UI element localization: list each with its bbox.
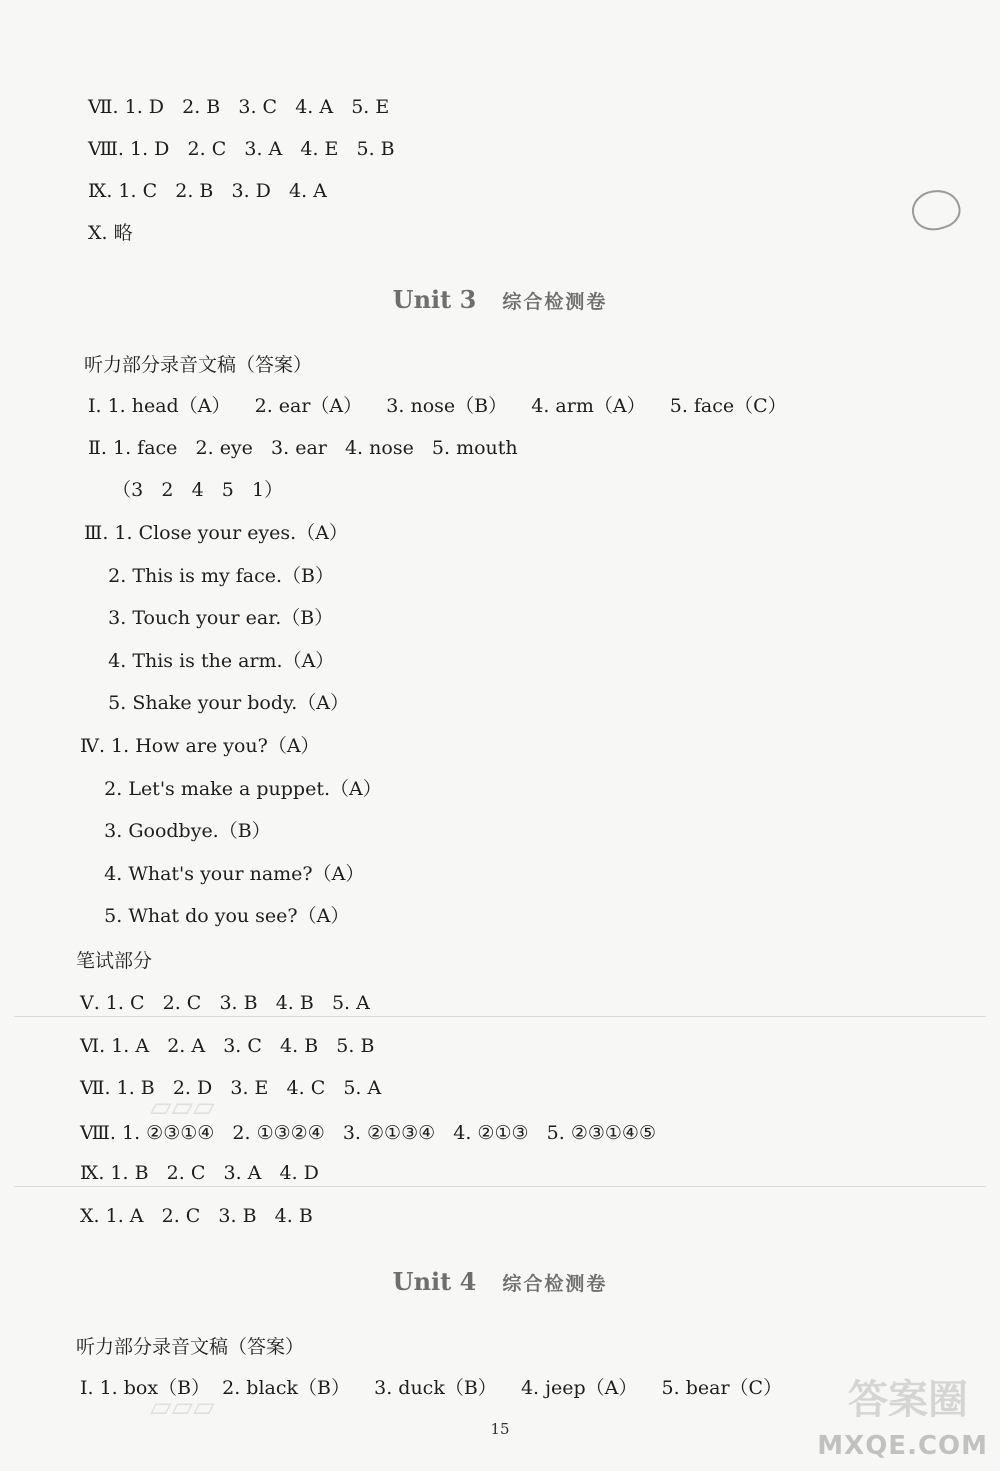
answer-line: 5. Shake your body.（A） (84, 692, 349, 714)
unit3-heading (0, 285, 1000, 314)
answer-line: 4. This is the arm.（A） (84, 650, 335, 672)
answer-line: （3 2 4 5 1） (88, 479, 284, 501)
answer-line: Ⅸ. 1. B 2. C 3. A 4. D (80, 1162, 319, 1184)
answer-line: Ⅰ. 1. box（B） 2. black（B） 3. duck（B） 4. jeep（A） 5. bear（C） (80, 1377, 783, 1399)
unit4-heading (0, 1267, 1000, 1296)
answer-line: 4. What's your name?（A） (80, 863, 365, 885)
answer-line: Ⅹ. 1. A 2. C 3. B 4. B (80, 1205, 313, 1227)
answer-line: Ⅵ. 1. A 2. A 3. C 4. B 5. B (80, 1035, 375, 1057)
answer-line: Ⅳ. 1. How are you?（A） (80, 735, 320, 757)
unit3-written-heading: 笔试部分 (76, 950, 153, 972)
watermark-site: MXQE.COM (817, 1431, 988, 1461)
unit4-subtitle: 综合检测卷 (502, 1273, 608, 1295)
scan-line (14, 1186, 986, 1187)
unit4-listening-heading: 听力部分录音文稿（答案） (76, 1336, 305, 1358)
answer-line: Ⅶ. 1. D 2. B 3. C 4. A 5. E (88, 96, 390, 118)
unit3-listening-heading: 听力部分录音文稿（答案） (84, 354, 313, 376)
answer-line: 2. This is my face.（B） (84, 565, 335, 587)
answer-line: Ⅱ. 1. face 2. eye 3. ear 4. nose 5. mouth (88, 437, 518, 459)
answer-line: Ⅶ. 1. B 2. D 3. E 4. C 5. A (80, 1077, 382, 1099)
answer-line: Ⅹ. 略 (88, 222, 133, 244)
unit3-title: Unit 3 (392, 285, 477, 314)
answer-line: Ⅰ. 1. head（A） 2. ear（A） 3. nose（B） 4. arm（A） 5. face（C） (88, 395, 787, 417)
faint-stamp-mark: ▱▱▱ (150, 1090, 215, 1123)
answer-line: Ⅷ. 1. D 2. C 3. A 4. E 5. B (88, 138, 395, 160)
answer-line: Ⅲ. 1. Close your eyes.（A） (84, 522, 348, 544)
answer-line: Ⅷ. 1. ②③①④ 2. ①③②④ 3. ②①③④ 4. ②①③ 5. ②③①④⑤ (80, 1122, 656, 1144)
seal-icon (907, 184, 965, 237)
page-number: 15 (490, 1420, 510, 1438)
unit4-title: Unit 4 (392, 1267, 477, 1296)
unit3-subtitle: 综合检测卷 (502, 291, 608, 313)
faint-stamp-mark: ▱▱▱ (150, 1390, 215, 1423)
answer-line: 3. Goodbye.（B） (80, 820, 271, 842)
answer-line: 3. Touch your ear.（B） (84, 607, 334, 629)
answer-line: 5. What do you see?（A） (80, 905, 350, 927)
answer-line: Ⅴ. 1. C 2. C 3. B 4. B 5. A (80, 992, 370, 1014)
scan-line (14, 1016, 986, 1017)
answer-line: 2. Let's make a puppet.（A） (80, 778, 382, 800)
answer-line: Ⅸ. 1. C 2. B 3. D 4. A (88, 180, 327, 202)
watermark-logo: 答案圈 (848, 1377, 968, 1423)
